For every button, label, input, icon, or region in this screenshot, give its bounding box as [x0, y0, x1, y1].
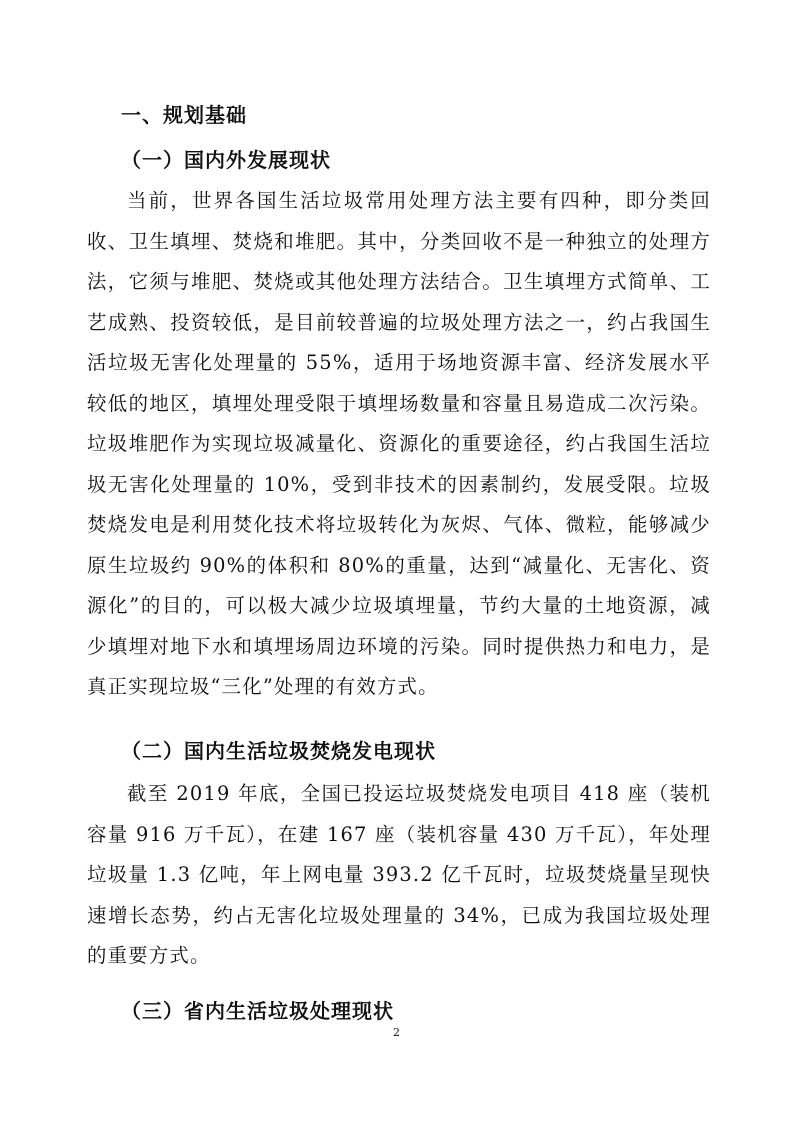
- section-heading-planning-basis: 一、规划基础: [121, 103, 247, 127]
- page-number: 2: [393, 1026, 400, 1039]
- subsection-heading-domestic-international: （一）国内外发展现状: [121, 148, 331, 172]
- subsection-heading-national-incineration: （二）国内生活垃圾焚烧发电现状: [121, 739, 436, 763]
- paragraph-domestic-international: 当前，世界各国生活垃圾常用处理方法主要有四种，即分类回收、卫生填埋、焚烧和堆肥。其中，分类回收不是一种独立的处理方法，它须与堆肥、焚烧或其他处理方法结合。卫生填埋方式简单、工艺成熟、投资较低，是目前较普遍的垃圾处理方法之一，约占我国生活垃圾无害化处理量的 55%，适用于场地资源丰富、经济发展水平较低的地区，填埋处理受限于填埋场数量和容量且易造成二次污染。垃圾堆肥作为实现垃圾减量化、资源化的重要途径，约占我国生活垃圾无害化处理量的 10%，受到非技术的因素制约，发展受限。垃圾焚烧发电是利用焚化技术将垃圾转化为灰烬、气体、微粒，能够减少原生垃圾约 90%的体积和 80%的重量，达到“减量化、无害化、资源化”的目的，可以极大减少垃圾填埋量，节约大量的土地资源，减少填埋对地下水和填埋场周边环境的污染。同时提供热力和电力，是真正实现垃圾“三化”处理的有效方式。: [87, 189, 711, 698]
- subsection-heading-provincial-status: （三）省内生活垃圾处理现状: [121, 999, 394, 1023]
- paragraph-national-incineration: 截至 2019 年底，全国已投运垃圾焚烧发电项目 418 座（装机容量 916 万千瓦），在建 167 座（装机容量 430 万千瓦），年处理垃圾量 1.3 亿吨，年上网电量 393.2 亿千瓦时，垃圾焚烧量呈现快速增长态势，约占无害化垃圾处理量的 34%，已成为我国垃圾处理的重要方式。: [87, 782, 711, 967]
